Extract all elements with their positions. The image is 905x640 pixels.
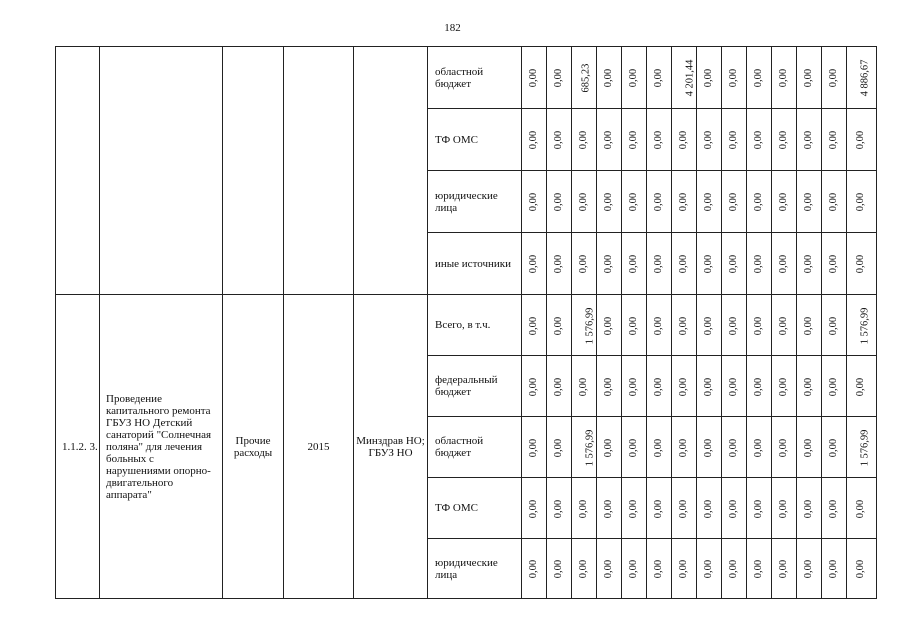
funding-source-cell: областной бюджет xyxy=(428,417,522,478)
value-cell xyxy=(622,295,647,356)
value-cell xyxy=(697,47,722,109)
funding-source-cell: ТФ ОМС xyxy=(428,478,522,539)
value-text: 0,00 xyxy=(653,316,664,335)
value-text: 1 576,99 xyxy=(859,307,871,344)
value-cell xyxy=(747,478,772,539)
value-text: 0,00 xyxy=(728,559,739,579)
value-cell xyxy=(597,356,622,417)
title-cell xyxy=(100,47,223,295)
value-text: 0,00 xyxy=(528,254,539,274)
value-text: 0,00 xyxy=(603,438,614,457)
value-cell xyxy=(697,417,722,478)
value-cell xyxy=(822,295,847,356)
value-cell xyxy=(697,109,722,171)
value-cell xyxy=(547,171,572,233)
value-cell xyxy=(772,539,797,599)
value-cell xyxy=(797,478,822,539)
value-cell xyxy=(572,171,597,233)
value-cell xyxy=(747,47,772,109)
value-cell xyxy=(672,417,697,478)
value-text: 0,00 xyxy=(553,192,564,212)
value-text: 0,00 xyxy=(728,316,739,335)
value-cell xyxy=(847,295,877,356)
value-text: 4 886,67 xyxy=(859,59,871,97)
value-cell xyxy=(547,47,572,109)
value-text: 0,00 xyxy=(653,192,664,212)
value-text: 0,00 xyxy=(528,377,539,396)
value-cell xyxy=(772,295,797,356)
value-text: 0,00 xyxy=(703,316,714,335)
value-cell xyxy=(847,233,877,295)
value-cell xyxy=(597,233,622,295)
value-text: 0,00 xyxy=(703,254,714,274)
value-cell xyxy=(572,109,597,171)
value-text: 0,00 xyxy=(628,68,639,88)
value-text: 0,00 xyxy=(603,254,614,274)
value-cell xyxy=(522,478,547,539)
value-cell xyxy=(522,417,547,478)
value-cell xyxy=(522,356,547,417)
value-cell xyxy=(522,47,547,109)
value-text: 0,00 xyxy=(628,499,639,518)
value-text: 0,00 xyxy=(653,438,664,457)
value-text: 0,00 xyxy=(628,559,639,579)
value-text: 0,00 xyxy=(803,254,814,274)
value-text: 0,00 xyxy=(578,130,589,150)
value-cell xyxy=(722,539,747,599)
value-text: 0,00 xyxy=(828,438,839,457)
value-cell xyxy=(622,478,647,539)
funding-source-cell: Всего, в т.ч. xyxy=(428,295,522,356)
value-text: 0,00 xyxy=(778,559,789,579)
value-cell xyxy=(722,109,747,171)
value-cell xyxy=(747,295,772,356)
value-text: 0,00 xyxy=(753,377,764,396)
value-text: 0,00 xyxy=(653,559,664,579)
value-cell xyxy=(572,356,597,417)
value-cell xyxy=(747,356,772,417)
value-cell xyxy=(572,417,597,478)
value-text: 0,00 xyxy=(778,130,789,150)
value-text: 0,00 xyxy=(678,499,689,518)
value-cell xyxy=(622,417,647,478)
value-text: 0,00 xyxy=(803,192,814,212)
value-text: 0,00 xyxy=(728,499,739,518)
value-text: 4 201,44 xyxy=(684,59,696,97)
value-cell xyxy=(522,539,547,599)
value-cell xyxy=(797,539,822,599)
value-text: 0,00 xyxy=(603,559,614,579)
value-cell xyxy=(722,171,747,233)
value-cell xyxy=(522,171,547,233)
value-text: 0,00 xyxy=(553,499,564,518)
value-text: 0,00 xyxy=(728,192,739,212)
page-number: 182 xyxy=(444,22,461,34)
value-text: 0,00 xyxy=(553,377,564,396)
value-text: 0,00 xyxy=(628,254,639,274)
value-cell xyxy=(847,47,877,109)
value-cell xyxy=(847,356,877,417)
value-cell xyxy=(522,233,547,295)
value-cell xyxy=(647,295,672,356)
item-executor: Минздрав НО; ГБУЗ НО xyxy=(354,295,428,599)
value-text: 0,00 xyxy=(828,192,839,212)
value-text: 0,00 xyxy=(778,254,789,274)
value-text: 0,00 xyxy=(678,559,689,579)
value-text: 0,00 xyxy=(778,68,789,88)
value-cell xyxy=(772,47,797,109)
value-cell xyxy=(797,356,822,417)
value-text: 0,00 xyxy=(855,559,867,579)
value-text: 0,00 xyxy=(703,499,714,518)
value-text: 0,00 xyxy=(703,559,714,579)
value-text: 0,00 xyxy=(528,438,539,457)
value-text: 0,00 xyxy=(528,559,539,579)
value-text: 0,00 xyxy=(628,316,639,335)
value-cell xyxy=(672,478,697,539)
value-text: 0,00 xyxy=(778,438,789,457)
value-text: 0,00 xyxy=(578,192,589,212)
value-cell xyxy=(772,356,797,417)
value-cell xyxy=(547,417,572,478)
value-text: 0,00 xyxy=(855,499,867,518)
value-cell xyxy=(647,47,672,109)
value-cell xyxy=(772,478,797,539)
funding-source-cell: иные источники xyxy=(428,233,522,295)
executor-cell xyxy=(354,47,428,295)
value-text: 0,00 xyxy=(528,316,539,335)
value-cell xyxy=(547,356,572,417)
value-cell xyxy=(597,109,622,171)
value-text: 0,00 xyxy=(828,316,839,335)
value-cell xyxy=(647,109,672,171)
value-cell xyxy=(547,478,572,539)
value-cell xyxy=(597,47,622,109)
value-cell xyxy=(572,47,597,109)
budget-table xyxy=(55,46,877,599)
value-text: 0,00 xyxy=(828,68,839,88)
value-cell xyxy=(847,171,877,233)
value-text: 0,00 xyxy=(803,316,814,335)
value-text: 0,00 xyxy=(653,499,664,518)
value-text: 0,00 xyxy=(753,559,764,579)
value-cell xyxy=(822,109,847,171)
value-cell xyxy=(772,417,797,478)
value-text: 0,00 xyxy=(778,377,789,396)
value-text: 0,00 xyxy=(828,254,839,274)
funding-source-cell: юридические лица xyxy=(428,171,522,233)
value-cell xyxy=(622,109,647,171)
value-cell xyxy=(697,356,722,417)
value-cell xyxy=(822,47,847,109)
value-text: 1 576,99 xyxy=(584,429,596,466)
value-text: 0,00 xyxy=(653,254,664,274)
value-text: 0,00 xyxy=(628,130,639,150)
value-text: 0,00 xyxy=(528,499,539,518)
value-text: 0,00 xyxy=(528,130,539,150)
value-cell xyxy=(747,539,772,599)
value-text: 0,00 xyxy=(553,438,564,457)
value-text: 0,00 xyxy=(753,438,764,457)
value-text: 0,00 xyxy=(855,130,867,150)
value-cell xyxy=(822,356,847,417)
value-cell xyxy=(622,356,647,417)
value-text: 0,00 xyxy=(703,438,714,457)
value-cell xyxy=(772,233,797,295)
value-cell xyxy=(622,539,647,599)
value-text: 0,00 xyxy=(703,130,714,150)
value-text: 0,00 xyxy=(828,559,839,579)
value-cell xyxy=(822,539,847,599)
value-text: 0,00 xyxy=(728,68,739,88)
value-text: 0,00 xyxy=(728,377,739,396)
value-text: 0,00 xyxy=(728,254,739,274)
value-text: 0,00 xyxy=(803,559,814,579)
value-cell xyxy=(697,539,722,599)
value-cell xyxy=(572,539,597,599)
value-text: 0,00 xyxy=(828,377,839,396)
value-cell xyxy=(847,109,877,171)
value-text: 0,00 xyxy=(653,130,664,150)
value-cell xyxy=(547,233,572,295)
value-text: 0,00 xyxy=(528,192,539,212)
value-cell xyxy=(747,171,772,233)
value-cell xyxy=(647,171,672,233)
value-text: 0,00 xyxy=(528,68,539,88)
value-text: 0,00 xyxy=(703,68,714,88)
value-cell xyxy=(597,417,622,478)
item-title: Проведение капитального ремонта ГБУЗ НО Детский санаторий "Солнечная поляна" для лечения больных с нарушениями опорно-двигательного аппарата" xyxy=(100,295,223,599)
value-cell xyxy=(847,478,877,539)
item-year: 2015 xyxy=(284,295,354,599)
value-text: 0,00 xyxy=(553,316,564,335)
item-code: 1.1.2. 3. xyxy=(56,295,100,599)
value-cell xyxy=(672,171,697,233)
value-cell xyxy=(772,171,797,233)
value-text: 0,00 xyxy=(753,316,764,335)
value-cell xyxy=(572,478,597,539)
value-cell xyxy=(722,356,747,417)
value-text: 0,00 xyxy=(803,68,814,88)
value-cell xyxy=(672,233,697,295)
value-text: 0,00 xyxy=(778,316,789,335)
value-cell xyxy=(672,539,697,599)
value-cell xyxy=(747,233,772,295)
value-cell xyxy=(797,295,822,356)
value-text: 0,00 xyxy=(603,192,614,212)
value-cell xyxy=(797,417,822,478)
value-text: 0,00 xyxy=(703,192,714,212)
value-cell xyxy=(697,295,722,356)
value-cell xyxy=(822,417,847,478)
value-cell xyxy=(697,171,722,233)
value-cell xyxy=(797,109,822,171)
funding-source-cell: ТФ ОМС xyxy=(428,109,522,171)
value-cell xyxy=(672,47,697,109)
value-text: 0,00 xyxy=(728,130,739,150)
value-cell xyxy=(647,539,672,599)
value-cell xyxy=(522,295,547,356)
value-cell xyxy=(547,539,572,599)
value-text: 0,00 xyxy=(678,254,689,274)
value-text: 0,00 xyxy=(628,438,639,457)
value-text: 0,00 xyxy=(603,68,614,88)
table-row xyxy=(56,47,877,109)
value-text: 0,00 xyxy=(728,438,739,457)
value-cell xyxy=(647,356,672,417)
value-text: 0,00 xyxy=(855,254,867,274)
value-text: 0,00 xyxy=(553,130,564,150)
value-text: 1 576,99 xyxy=(859,429,871,466)
value-cell xyxy=(672,295,697,356)
value-text: 0,00 xyxy=(778,192,789,212)
value-cell xyxy=(647,417,672,478)
value-text: 0,00 xyxy=(678,438,689,457)
year-cell xyxy=(284,47,354,295)
value-cell xyxy=(722,47,747,109)
value-cell xyxy=(672,356,697,417)
value-text: 0,00 xyxy=(703,377,714,396)
value-text: 0,00 xyxy=(553,254,564,274)
value-cell xyxy=(822,171,847,233)
value-cell xyxy=(747,109,772,171)
value-text: 0,00 xyxy=(628,377,639,396)
value-cell xyxy=(547,109,572,171)
table-row xyxy=(56,295,877,356)
value-text: 0,00 xyxy=(603,377,614,396)
value-cell xyxy=(697,478,722,539)
value-cell xyxy=(622,233,647,295)
value-text: 0,00 xyxy=(578,559,589,579)
item-expense-type: Прочие расходы xyxy=(223,295,284,599)
value-cell xyxy=(847,539,877,599)
value-text: 0,00 xyxy=(753,130,764,150)
value-cell xyxy=(597,171,622,233)
value-text: 685,23 xyxy=(580,63,592,93)
value-cell xyxy=(797,171,822,233)
value-cell xyxy=(847,417,877,478)
value-text: 0,00 xyxy=(678,130,689,150)
value-text: 0,00 xyxy=(753,68,764,88)
value-cell xyxy=(772,109,797,171)
value-text: 1 576,99 xyxy=(584,307,596,344)
value-text: 0,00 xyxy=(753,499,764,518)
value-text: 0,00 xyxy=(678,316,689,335)
value-text: 0,00 xyxy=(578,377,589,396)
value-cell xyxy=(722,233,747,295)
code-cell xyxy=(56,47,100,295)
value-cell xyxy=(622,171,647,233)
value-text: 0,00 xyxy=(753,192,764,212)
value-text: 0,00 xyxy=(603,316,614,335)
value-cell xyxy=(697,233,722,295)
funding-source-cell: областной бюджет xyxy=(428,47,522,109)
value-cell xyxy=(747,417,772,478)
value-text: 0,00 xyxy=(803,377,814,396)
value-cell xyxy=(722,478,747,539)
value-cell xyxy=(572,295,597,356)
value-text: 0,00 xyxy=(678,192,689,212)
value-text: 0,00 xyxy=(855,377,867,396)
value-cell xyxy=(647,478,672,539)
value-cell xyxy=(722,295,747,356)
value-cell xyxy=(597,539,622,599)
value-cell xyxy=(572,233,597,295)
value-text: 0,00 xyxy=(553,559,564,579)
value-cell xyxy=(547,295,572,356)
value-text: 0,00 xyxy=(753,254,764,274)
value-cell xyxy=(797,233,822,295)
value-cell xyxy=(722,417,747,478)
value-text: 0,00 xyxy=(603,130,614,150)
value-text: 0,00 xyxy=(653,68,664,88)
value-text: 0,00 xyxy=(803,130,814,150)
value-text: 0,00 xyxy=(628,192,639,212)
value-text: 0,00 xyxy=(828,499,839,518)
value-cell xyxy=(597,478,622,539)
value-cell xyxy=(647,233,672,295)
value-text: 0,00 xyxy=(653,377,664,396)
value-cell xyxy=(822,478,847,539)
funding-source-cell: юридические лица xyxy=(428,539,522,599)
value-text: 0,00 xyxy=(578,254,589,274)
value-text: 0,00 xyxy=(778,499,789,518)
expense-type-cell xyxy=(223,47,284,295)
value-text: 0,00 xyxy=(803,499,814,518)
funding-source-cell: федеральный бюджет xyxy=(428,356,522,417)
value-cell xyxy=(622,47,647,109)
value-text: 0,00 xyxy=(855,192,867,212)
value-cell xyxy=(822,233,847,295)
value-text: 0,00 xyxy=(803,438,814,457)
value-cell xyxy=(797,47,822,109)
value-cell xyxy=(522,109,547,171)
value-text: 0,00 xyxy=(828,130,839,150)
value-text: 0,00 xyxy=(603,499,614,518)
value-text: 0,00 xyxy=(578,499,589,518)
value-text: 0,00 xyxy=(678,377,689,396)
value-text: 0,00 xyxy=(553,68,564,88)
value-cell xyxy=(672,109,697,171)
value-cell xyxy=(597,295,622,356)
